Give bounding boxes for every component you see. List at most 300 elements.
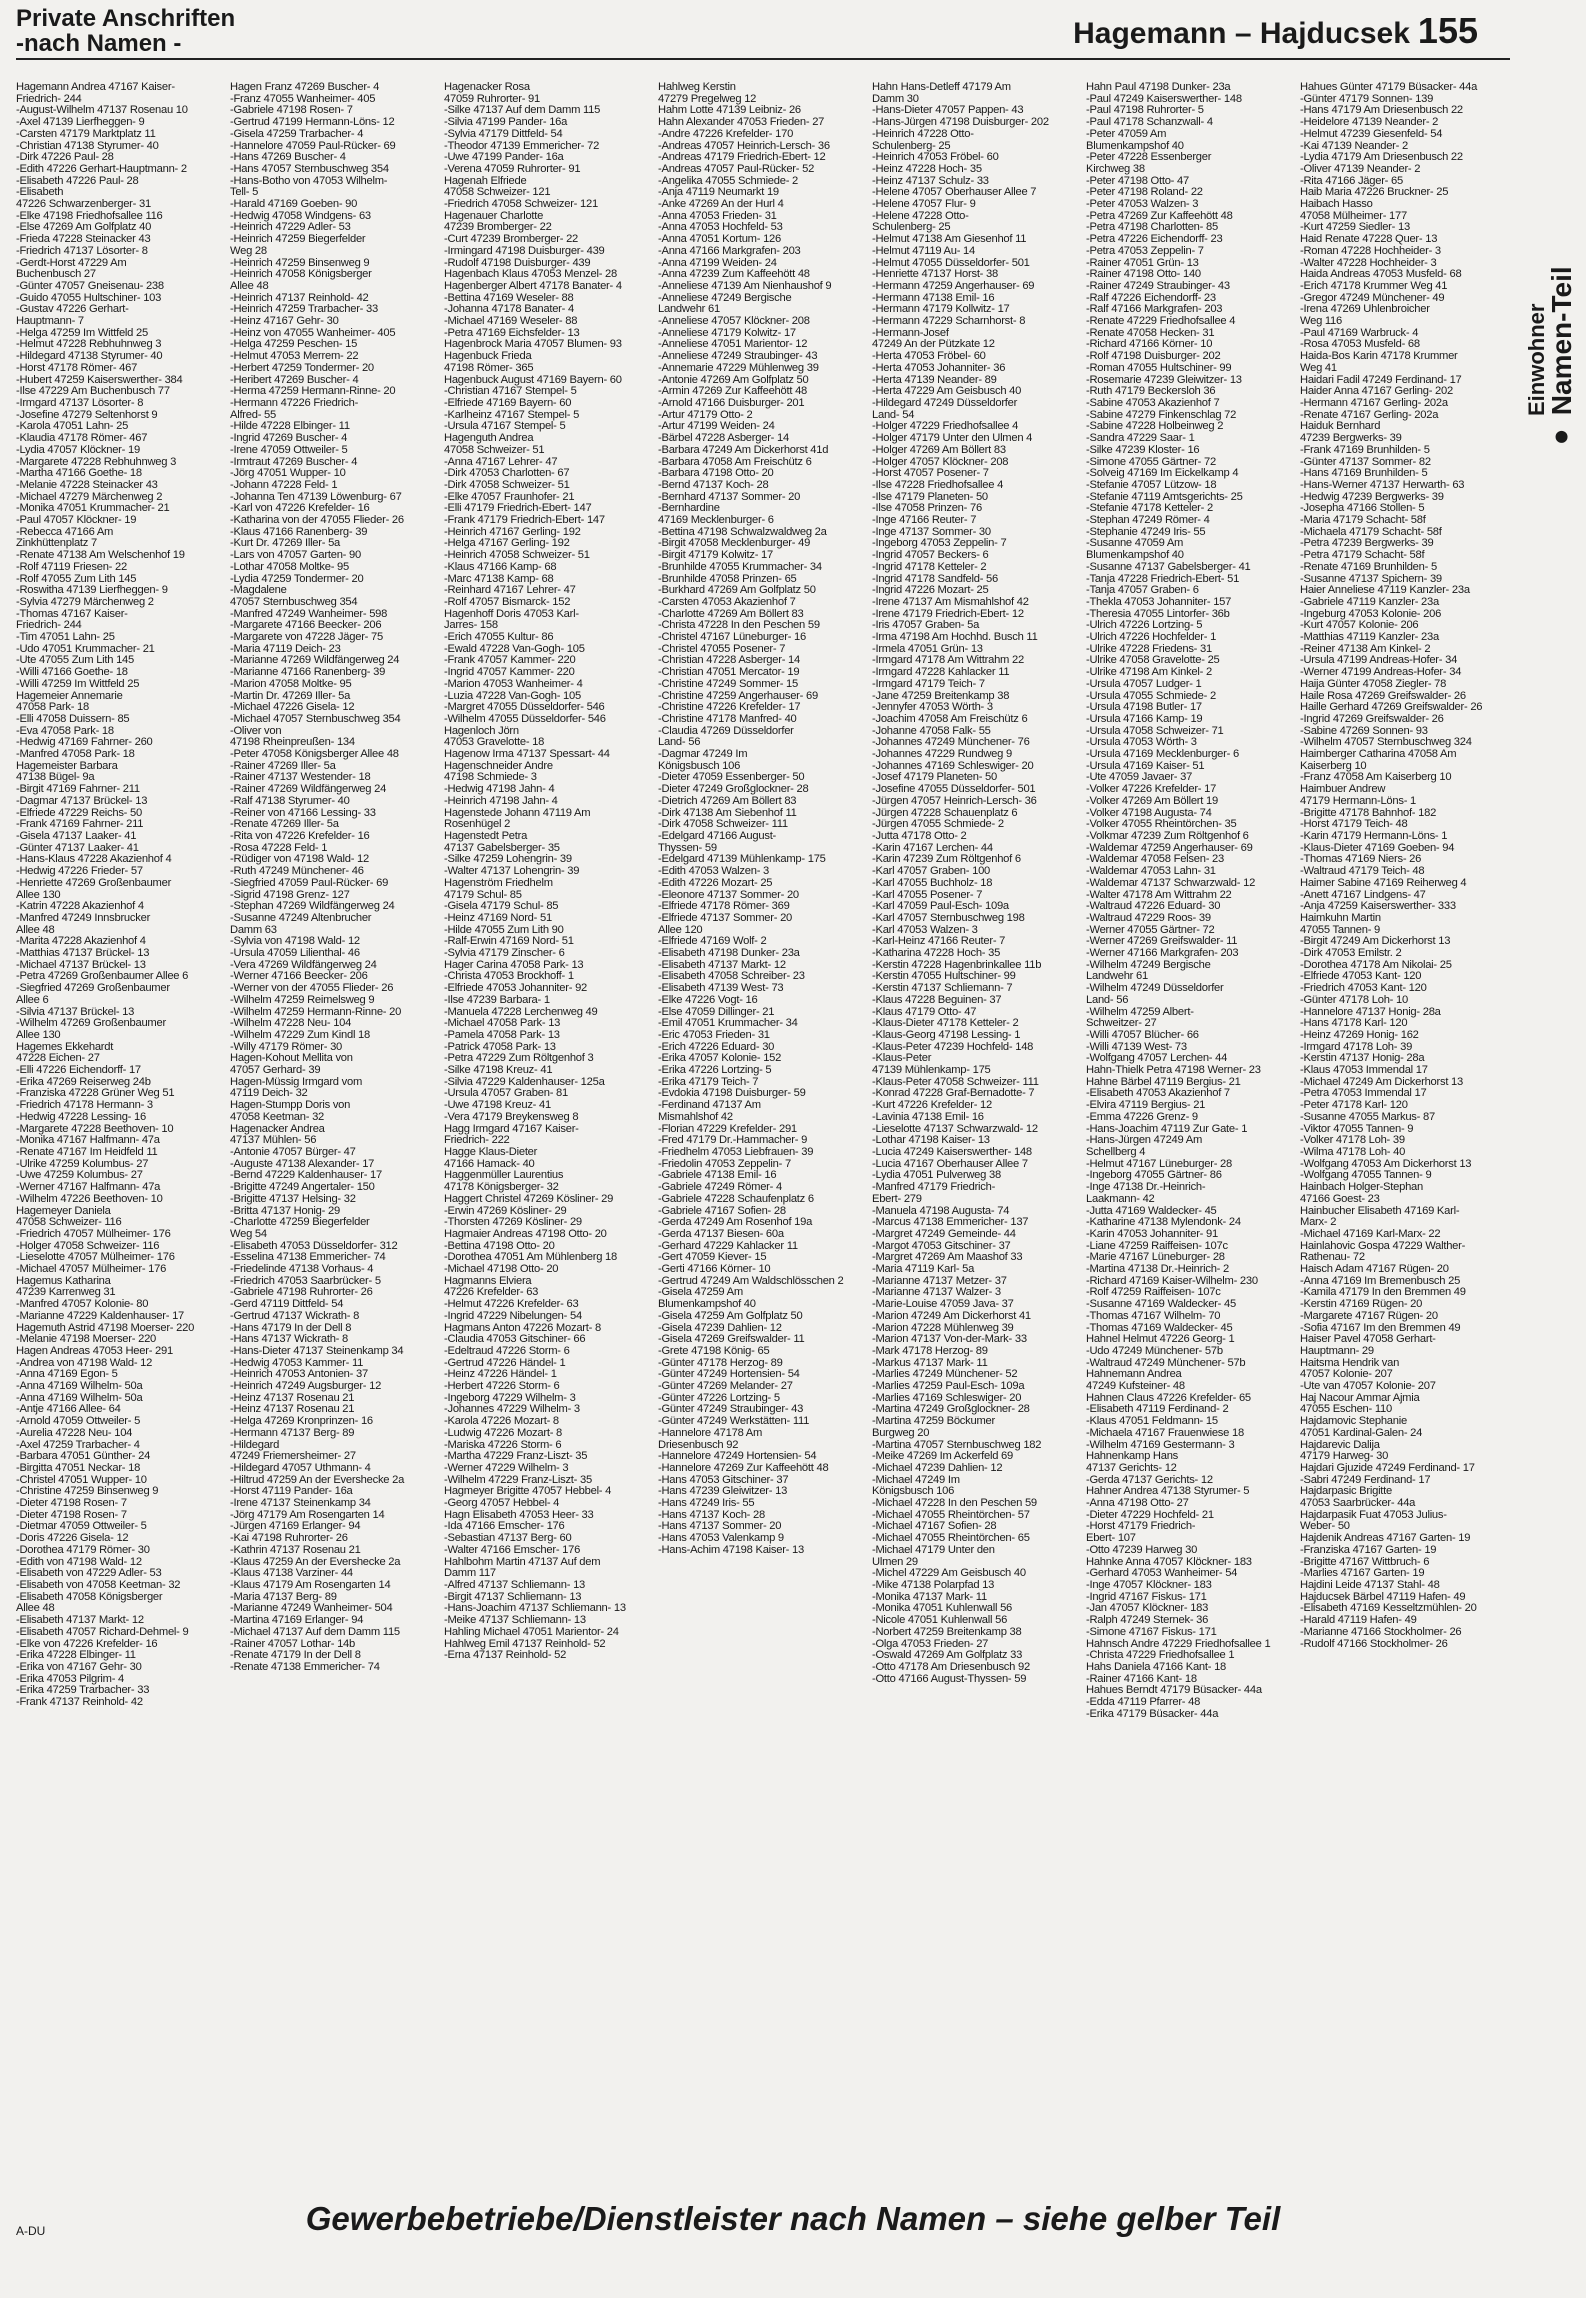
directory-entry: -Helene 47057 Oberhauser Allee 7 <box>872 187 1037 199</box>
directory-entry: -Ursula 47057 Ludger- 1 <box>1086 678 1202 690</box>
directory-entry: -Rainer 47198 Otto- 140 <box>1086 269 1201 281</box>
directory-entry: 47198 Schmiede- 3 <box>444 772 537 784</box>
directory-entry: -Jörg 47179 Am Rosengarten 14 <box>230 1509 385 1521</box>
directory-entry: -Lydia 47259 Tondermer- 20 <box>230 573 364 585</box>
directory-entry: -Matthias 47137 Brückel- 13 <box>16 948 150 960</box>
directory-entry: -Birgit 47169 Fahrner- 211 <box>16 784 140 796</box>
directory-entry: -Ferdinand 47137 Am <box>658 1100 761 1112</box>
directory-entry: -Waldemar 47053 Lahn- 31 <box>1086 866 1216 878</box>
directory-entry: -Lydia 47057 Klöckner- 19 <box>16 444 140 456</box>
directory-entry: Thyssen- 59 <box>658 842 717 854</box>
directory-entry: -Viktor 47055 Tannen- 9 <box>1300 1123 1414 1135</box>
directory-entry: -Hermann 47229 Scharnhorst- 8 <box>872 316 1026 328</box>
directory-entry: -Anna 47053 Frieden- 31 <box>658 210 777 222</box>
directory-entry: -Marita 47228 Akazienhof 4 <box>16 936 146 948</box>
directory-entry: Hagen Franz 47269 Buscher- 4 <box>230 82 380 93</box>
directory-entry: -Erika 47179 Teich- 7 <box>658 1076 759 1088</box>
directory-entry: -Edith von 47198 Wald- 12 <box>16 1556 142 1568</box>
directory-entry: -Heinz 47137 Rosenau 21 <box>230 1404 355 1416</box>
directory-entry: -Artur 47199 Weiden- 24 <box>658 421 775 433</box>
directory-entry: Allee 6 <box>16 994 49 1006</box>
directory-entry: Landwehr 61 <box>1086 971 1148 983</box>
directory-entry: -Inge 47138 Dr.-Heinrich- <box>1086 1182 1206 1194</box>
directory-entry: -Florian 47229 Krefelder- 291 <box>658 1123 797 1135</box>
directory-entry: -Richard 47166 Körner- 10 <box>1086 339 1213 351</box>
directory-entry: -Friedrich 47178 Hermann- 3 <box>16 1100 153 1112</box>
directory-entry: -Frieda 47228 Steinacker 43 <box>16 234 151 246</box>
directory-entry: -Marlies 47169 Schleswiger- 20 <box>872 1392 1022 1404</box>
directory-entry: -Günter 47249 Hortensien- 54 <box>658 1369 800 1381</box>
directory-entry: -Maria 47119 Karl- 5a <box>872 1264 975 1276</box>
directory-entry: -Peter 47198 Roland- 22 <box>1086 187 1203 199</box>
directory-entry: -Wilhelm 47055 Düsseldorfer- 546 <box>444 713 606 725</box>
directory-entry: -Volker 47178 Loh- 39 <box>1300 1135 1405 1147</box>
directory-entry: -Iris 47057 Graben- 5a <box>872 620 980 632</box>
directory-entry: -Ruth 47179 Beckersloh 36 <box>1086 386 1216 398</box>
directory-entry: -Erna 47137 Reinhold- 52 <box>444 1650 567 1662</box>
directory-entry: -Gertrud 47199 Hermann-Löns- 12 <box>230 117 395 129</box>
directory-entry: -Hans-Werner 47137 Herwarth- 63 <box>1300 479 1465 491</box>
directory-entry: 47169 Mecklenburger- 6 <box>658 515 774 527</box>
directory-entry: -Klaus-Peter 47239 Hochfeld- 148 <box>872 1041 1034 1053</box>
directory-entry: -Lieselotte 47057 Mülheimer- 176 <box>16 1252 175 1264</box>
directory-entry: Hagenschneider Andre <box>444 760 553 772</box>
directory-entry: -Maria 47179 Schacht- 58f <box>1300 515 1426 527</box>
directory-entry: Alfred- 55 <box>230 409 277 421</box>
directory-entry: -Ingrid 47167 Fiskus- 171 <box>1086 1591 1207 1603</box>
directory-entry: -Heidelore 47139 Neander- 2 <box>1300 117 1439 129</box>
directory-entry: -Kathrin 47137 Rosenau 21 <box>230 1544 361 1556</box>
directory-entry: Hahne Bärbel 47119 Bergius- 21 <box>1086 1076 1241 1088</box>
directory-entry: -Patrick 47058 Park- 13 <box>444 1041 556 1053</box>
directory-entry: -Siegfried 47269 Großenbaumer <box>16 983 170 995</box>
directory-entry: -Antonie 47057 Bürger- 47 <box>230 1146 356 1158</box>
directory-entry: -Johann 47228 Feld- 1 <box>230 479 338 491</box>
directory-column <box>1086 82 1294 2122</box>
directory-entry: -Margarete 47166 Beecker- 206 <box>230 620 382 632</box>
directory-entry: -Thomas 47167 Wilhelm- 70 <box>1086 1310 1221 1322</box>
directory-entry: -Hedwig 47239 Bergwerks- 39 <box>1300 491 1444 503</box>
directory-entry: Hahlweg Kerstin <box>658 82 736 93</box>
directory-entry: -Richard 47169 Kaiser-Wilhelm- 230 <box>1086 1275 1258 1287</box>
directory-entry: -Thomas 47167 Kaiser- <box>16 608 128 620</box>
directory-entry: -Werner 47229 Wilhelm- 3 <box>444 1462 569 1474</box>
directory-entry: -Josepha 47166 Stollen- 5 <box>1300 503 1425 515</box>
directory-entry: Hajdarevic Dalija <box>1300 1439 1380 1451</box>
directory-entry: -Wolfgang 47055 Tannen- 9 <box>1300 1170 1432 1182</box>
directory-entry: -Dirk 47058 Schweizer- 111 <box>658 819 788 831</box>
directory-entry: Hagenacker Rosa <box>444 82 530 93</box>
directory-entry: Hajdari Gjuzide 47249 Ferdinand- 17 <box>1300 1462 1475 1474</box>
directory-entry: -Lothar 47058 Moltke- 95 <box>230 561 350 573</box>
directory-entry: -Susanne 47137 Spichern- 39 <box>1300 573 1442 585</box>
directory-entry: -Werner 47166 Markgrafen- 203 <box>1086 948 1239 960</box>
directory-entry: -Peter 47058 Königsberger Allee 48 <box>230 749 399 761</box>
directory-entry: -Renate 47179 In der Dell 8 <box>230 1650 361 1662</box>
directory-entry: -Manuela 47228 Lerchenweg 49 <box>444 1006 598 1018</box>
directory-entry: -Karl 47057 Sternbuschweg 198 <box>872 912 1025 924</box>
directory-entry: -Margarete 47228 Beethoven- 10 <box>16 1123 174 1135</box>
directory-entry: -Volkmar 47239 Zum Röltgenhof 6 <box>1086 831 1249 842</box>
directory-entry: -Sabri 47249 Ferdinand- 17 <box>1300 1474 1431 1486</box>
directory-entry: -Hermann 47167 Gerling- 202a <box>1300 397 1448 409</box>
directory-entry: -Waltraud 47249 Münchener- 57b <box>1086 1357 1246 1369</box>
directory-entry: -Siegfried 47059 Paul-Rücker- 69 <box>230 877 389 889</box>
directory-entry: -Susanne 47169 Waldecker- 45 <box>1086 1299 1236 1311</box>
directory-entry: -Hilde 47055 Zum Lith 90 <box>444 924 564 936</box>
directory-entry: 47058 Park- 18 <box>16 702 89 714</box>
directory-entry: -Irmgard 47178 Loh- 39 <box>1300 1041 1413 1053</box>
directory-entry: Kirchweg 38 <box>1086 163 1145 175</box>
directory-entry: -Udo 47051 Krummacher- 21 <box>16 643 155 655</box>
directory-entry: -Dirk 47053 Charlotten- 67 <box>444 468 570 480</box>
directory-entry: -Klaus-Peter 47058 Schweizer- 111 <box>872 1076 1039 1088</box>
directory-entry: -Arnold 47166 Duisburger- 201 <box>658 397 805 409</box>
directory-entry: -Erwin 47269 Kösliner- 29 <box>444 1205 567 1217</box>
directory-entry: -Katrin 47228 Akazienhof 4 <box>16 901 144 913</box>
directory-entry: -Hildegard 47249 Düsseldorfer <box>872 397 1018 409</box>
directory-entry: -Heinrich 47058 Schweizer- 51 <box>444 550 590 562</box>
directory-entry: Haib Maria 47226 Bruckner- 25 <box>1300 187 1449 199</box>
directory-entry: Haimer Sabine 47169 Reiherweg 4 <box>1300 877 1467 889</box>
directory-entry: 47137 Gerichts- 12 <box>1086 1462 1177 1474</box>
directory-entry: -Irmgard 47137 Lösorter- 8 <box>16 397 144 409</box>
directory-entry: -Birgit 47179 Kolwitz- 17 <box>658 550 774 562</box>
directory-entry: Friedrich- 222 <box>444 1135 510 1147</box>
directory-entry: -Gabriele 47138 Emil- 16 <box>658 1170 777 1182</box>
directory-entry: -Birgitta 47051 Neckar- 18 <box>16 1462 141 1474</box>
directory-entry: -Helmut 47119 Au- 14 <box>872 245 976 257</box>
directory-entry: -Susanne 47059 Am <box>1086 538 1184 550</box>
directory-entry: -Rolf 47055 Zum Lith 145 <box>16 573 137 585</box>
directory-entry: -Rolf 47119 Friesen- 22 <box>16 561 127 573</box>
directory-entry: -Jürgen 47169 Erlanger- 94 <box>230 1521 361 1533</box>
directory-entry: -Marion 47137 Von-der-Mark- 33 <box>872 1334 1027 1346</box>
directory-entry: -Elfriede 47053 Johanniter- 92 <box>444 983 588 995</box>
directory-entry: -Elfriede 47169 Bayern- 60 <box>444 397 572 409</box>
directory-entry: -Marianne 47229 Kaldenhauser- 17 <box>16 1310 185 1322</box>
directory-entry: -Thomas 47169 Waldecker- 45 <box>1086 1322 1233 1334</box>
directory-entry: -Gabriele 47167 Sofien- 28 <box>658 1205 786 1217</box>
directory-entry: -Dorothea 47051 Am Mühlenberg 18 <box>444 1252 617 1264</box>
directory-entry: Hahn-Thielk Petra 47198 Werner- 23 <box>1086 1065 1261 1077</box>
directory-entry: Hagemeyer Daniela <box>16 1205 111 1217</box>
directory-entry: -Ludwig 47226 Mozart- 8 <box>444 1427 563 1439</box>
directory-entry: -Erika 47228 Elbinger- 11 <box>16 1650 136 1662</box>
directory-entry: -Michaela 47167 Frauenwiese 18 <box>1086 1427 1244 1439</box>
directory-entry: -Petra 47053 Zeppelin- 7 <box>1086 245 1204 257</box>
directory-entry: -Pamela 47058 Park- 13 <box>444 1029 560 1041</box>
directory-entry: Friedrich- 244 <box>16 93 82 105</box>
directory-entry: 47249 An der Pützkate 12 <box>872 339 995 351</box>
directory-entry: -Ursula 47166 Kamp- 19 <box>1086 713 1203 725</box>
directory-entry: -Elke 47226 Vogt- 16 <box>658 994 758 1006</box>
directory-entry: -Wilhelm 47259 Hermann-Rinne- 20 <box>230 1006 402 1018</box>
directory-entry: -Edith 47226 Mozart- 25 <box>658 877 773 889</box>
directory-entry: -Auguste 47138 Alexander- 17 <box>230 1158 375 1170</box>
directory-entry: Burgweg 20 <box>872 1427 930 1439</box>
directory-entry: -Elli 47058 Duissern- 85 <box>16 713 130 725</box>
directory-entry: -Gisela 47259 Am <box>658 1287 743 1299</box>
directory-entry: Weg 41 <box>1300 362 1337 374</box>
directory-entry: -Michael 47279 Märchenweg 2 <box>16 491 163 503</box>
directory-entry: -Margarete 47228 Rebhuhnweg 3 <box>16 456 177 468</box>
directory-entry: -Elfriede 47169 Wolf- 2 <box>658 936 767 948</box>
directory-entry: -Heinz 47228 Hoch- 35 <box>872 163 982 175</box>
directory-entry: -Michael 47228 In den Peschen 59 <box>872 1498 1037 1510</box>
directory-entry: -Dietrich 47269 Am Böllert 83 <box>658 795 797 807</box>
directory-entry: -Klaus 47053 Immendal 17 <box>1300 1065 1428 1077</box>
directory-entry: -Melanie 47228 Steinacker 43 <box>16 479 158 491</box>
directory-entry: -Angelika 47055 Schmiede- 2 <box>658 175 799 187</box>
directory-entry: -Klaus 47051 Feldmann- 15 <box>1086 1416 1218 1428</box>
directory-entry: -Marianne 47269 Wildfängerweg 24 <box>230 655 400 667</box>
directory-entry: Zinkhüttenplatz 7 <box>16 538 97 550</box>
directory-entry: -Volker 47269 Am Böllert 19 <box>1086 795 1218 807</box>
directory-entry: -Holger 47269 Am Böllert 83 <box>872 444 1006 456</box>
name-range-title: Hagemann – Hajducsek <box>1073 17 1410 50</box>
directory-entry: Haiser Pavel 47058 Gerhart- <box>1300 1334 1436 1346</box>
directory-entry: -Lydia 47051 Pulverweg 38 <box>872 1170 1001 1182</box>
header-line-1: Private Anschriften <box>16 5 236 32</box>
directory-entry: -Peter 47059 Am <box>1086 128 1167 140</box>
directory-entry: -Jürgen 47228 Schauenplatz 6 <box>872 807 1018 819</box>
directory-entry: -Ingeborg 47053 Zeppelin- 7 <box>872 538 1007 550</box>
directory-entry: 47058 Schweizer- 51 <box>444 444 545 456</box>
directory-entry: -Helmut 47239 Giesenfeld- 54 <box>1300 128 1443 140</box>
directory-entry: -Hannelore 47178 Am <box>658 1427 763 1439</box>
directory-entry: -Paul 47249 Kaiserswerther- 148 <box>1086 93 1242 105</box>
directory-entry: -Paul 47198 Ruhrorter- 5 <box>1086 105 1204 117</box>
directory-entry: -Walter 47137 Lohengrin- 39 <box>444 866 580 878</box>
directory-entry: -Elisabeth 47057 Richard-Dehmel- 9 <box>16 1626 189 1638</box>
directory-entry: -Wilhelm 47259 Albert- <box>1086 1006 1194 1018</box>
directory-entry: -Karl von 47226 Krefelder- 16 <box>230 503 370 515</box>
directory-entry: -Karin 47239 Zum Röltgenhof 6 <box>872 854 1021 866</box>
directory-entry: -Grete 47198 König- 65 <box>658 1345 770 1357</box>
directory-entry: -Edda 47119 Pfarrer- 48 <box>1086 1697 1201 1709</box>
directory-entry: -Ulrike 47058 Gravelotte- 25 <box>1086 655 1220 667</box>
directory-entry: Hagenstedt Petra <box>444 831 528 842</box>
directory-entry: -Christine 47226 Krefelder- 17 <box>658 702 801 714</box>
directory-entry: -Ingrid 47226 Mozart- 25 <box>872 585 989 597</box>
directory-entry: Allee 48 <box>16 924 55 936</box>
directory-entry: -Christel 47167 Lüneburger- 16 <box>658 632 806 644</box>
directory-entry: Friedrich- 244 <box>16 620 82 632</box>
directory-entry: -Britta 47137 Honig- 29 <box>230 1205 340 1217</box>
directory-entry: -Franziska 47228 Grüner Weg 51 <box>16 1088 175 1100</box>
directory-entry: -Emil 47051 Krummacher- 34 <box>658 1018 798 1030</box>
directory-entry: -Jutta 47169 Waldecker- 45 <box>1086 1205 1217 1217</box>
directory-entry: Tell- 5 <box>230 187 259 199</box>
directory-entry: 47138 Bügel- 9a <box>16 772 95 784</box>
directory-entry: Haija Günter 47058 Ziegler- 78 <box>1300 678 1447 690</box>
header-rule <box>16 58 1510 60</box>
directory-entry: -Friedrich 47053 Kant- 120 <box>1300 983 1427 995</box>
directory-entry: -Andre 47226 Krefelder- 170 <box>658 128 794 140</box>
directory-entry: -Jürgen 47057 Heinrich-Lersch- 36 <box>872 795 1037 807</box>
directory-entry: -Anna 47167 Lehrer- 47 <box>444 456 558 468</box>
directory-entry: -Ingeborg 47229 Wilhelm- 3 <box>444 1392 576 1404</box>
directory-entry: Allee 48 <box>16 1603 55 1615</box>
directory-entry: -Christian 47167 Stempel- 5 <box>444 386 577 398</box>
directory-entry: -Hilde 47228 Elbinger- 11 <box>230 421 350 433</box>
directory-entry: -Bettina 47169 Weseler- 88 <box>444 292 574 304</box>
directory-entry: -Hiltrud 47259 An der Evershecke 2a <box>230 1474 405 1486</box>
directory-entry: -Gerd 47119 Dittfeld- 54 <box>230 1299 344 1311</box>
directory-entry: Schulenberg- 25 <box>872 222 951 234</box>
directory-entry: -Irmgard 47178 Am Wittrahm 22 <box>872 655 1024 667</box>
directory-entry: -Heinz 47269 Honig- 162 <box>1300 1029 1419 1041</box>
directory-entry: -Edith 47053 Walzen- 3 <box>658 866 769 878</box>
directory-entry: Hagemeier Annemarie <box>16 690 123 702</box>
directory-entry: -Elisabeth <box>16 187 64 199</box>
directory-entry: -Friedelinde 47138 Vorhaus- 4 <box>230 1264 374 1276</box>
directory-entry: -Elke 47198 Friedhofsallee 116 <box>16 210 163 222</box>
directory-entry: -Herta 47053 Fröbel- 60 <box>872 351 986 363</box>
directory-entry: -Frank 47169 Fahrner- 211 <box>16 819 144 831</box>
directory-entry: Rathenau- 72 <box>1300 1252 1365 1264</box>
directory-entry: -Marion 47228 Mühlenweg 39 <box>872 1322 1014 1334</box>
directory-entry: -Irmgard 47179 Teich- 7 <box>872 678 985 690</box>
directory-entry: -Charlotte 47259 Biegerfelder <box>230 1217 370 1229</box>
directory-entry: -Inge 47166 Reuter- 7 <box>872 515 977 527</box>
directory-entry: Driesenbusch 92 <box>658 1439 739 1451</box>
directory-entry: -Olga 47053 Frieden- 27 <box>872 1638 989 1650</box>
directory-entry: -Andreas 47057 Heinrich-Lersch- 36 <box>658 140 830 152</box>
directory-entry: Buchenbusch 27 <box>16 269 96 281</box>
directory-entry: -Heinrich 47167 Gerling- 192 <box>444 526 581 538</box>
directory-entry: Haida Andreas 47053 Musfeld- 68 <box>1300 269 1462 281</box>
directory-entry: -Sigrid 47198 Grenz- 127 <box>230 889 350 901</box>
directory-entry: -Sylvia von 47198 Wald- 12 <box>230 936 360 948</box>
directory-entry: -Werner 47199 Andreas-Hofer- 34 <box>1300 667 1462 679</box>
directory-entry: -Marc 47138 Kamp- 68 <box>444 573 554 585</box>
directory-entry: -Hermann-Josef <box>872 327 949 339</box>
directory-entry: -Marlies 47259 Paul-Esch- 109a <box>872 1381 1025 1393</box>
directory-entry: -Otto 47178 Am Driesenbusch 92 <box>872 1661 1030 1673</box>
directory-entry: -Anneliese 47057 Klöckner- 208 <box>658 316 810 328</box>
directory-entry: -Birgit 47249 Am Dickerhorst 13 <box>1300 936 1451 948</box>
directory-entry: -Christel 47055 Posener- 7 <box>658 643 786 655</box>
directory-entry: -Hans 47239 Gleiwitzer- 13 <box>658 1486 788 1498</box>
directory-entry: -Monika 47137 Mark- 11 <box>872 1591 987 1603</box>
directory-entry: Allee 130 <box>16 889 61 901</box>
directory-entry: Ebert- 107 <box>1086 1533 1136 1545</box>
directory-entry: Haiduk Bernhard <box>1300 421 1381 433</box>
directory-entry: -Anneliese 47249 Bergische <box>658 292 792 304</box>
directory-entry: -Klaus-Dieter 47169 Goeben- 94 <box>1300 842 1455 854</box>
directory-entry: -Anneliese 47179 Kolwitz- 17 <box>658 327 796 339</box>
directory-entry: -Anett 47167 Lindgens- 47 <box>1300 889 1426 901</box>
directory-entry: -Bettina 47198 Schwalzwaldweg 2a <box>658 526 827 538</box>
directory-entry: Ulmen 29 <box>872 1556 918 1568</box>
directory-entry: -Waldemar 47137 Schwarzwald- 12 <box>1086 877 1256 889</box>
directory-entry: 47239 Karrenweg 31 <box>16 1287 116 1299</box>
directory-entry: -Günter 47178 Loh- 10 <box>1300 994 1408 1006</box>
directory-entry: -Helga 47167 Gerling- 192 <box>444 538 570 550</box>
directory-entry: -Rolf 47259 Raiffeisen- 107c <box>1086 1287 1221 1299</box>
directory-entry: Landwehr 61 <box>658 304 720 316</box>
directory-entry: -Brigitte 47178 Bahnhof- 182 <box>1300 807 1437 819</box>
directory-entry: -Claudia 47053 Gitschiner- 66 <box>444 1334 586 1346</box>
directory-entry: -Elisabeth 47137 Markt- 12 <box>16 1615 144 1627</box>
directory-entry: -Günter 47269 Melander- 27 <box>658 1381 793 1393</box>
directory-entry: -Werner von der 47055 Flieder- 26 <box>230 983 394 995</box>
directory-entry: -Holger 47057 Klöckner- 208 <box>872 456 1009 468</box>
directory-entry: Hagge Klaus-Dieter <box>444 1146 538 1158</box>
directory-entry: Hagen-Müssig Irmgard vom <box>230 1076 363 1088</box>
directory-entry: -Ingrid 47057 Beckers- 6 <box>872 550 989 562</box>
directory-entry: -Mike 47138 Polarpfad 13 <box>872 1580 995 1591</box>
directory-entry: -Ursula 47058 Schweizer- 71 <box>1086 725 1224 737</box>
directory-entry: -Peter 47178 Karl- 120 <box>1300 1100 1408 1112</box>
directory-entry: -Gabriele 47119 Kanzler- 23a <box>1300 596 1439 608</box>
directory-entry: -Günter 47137 Sommer- 82 <box>1300 456 1431 468</box>
directory-entry: Hagemann Andrea 47167 Kaiser- <box>16 82 175 93</box>
directory-entry: -Kai 47139 Neander- 2 <box>1300 140 1408 152</box>
directory-entry: -Martin Dr. 47269 Iller- 5a <box>230 690 351 702</box>
directory-entry: -Lydia 47179 Am Driesenbusch 22 <box>1300 152 1463 164</box>
directory-entry: -Marianne 47166 Ranenberg- 39 <box>230 667 386 679</box>
directory-entry: -Rudolf 47198 Duisburger- 439 <box>444 257 591 269</box>
directory-entry: 47055 Tannen- 9 <box>1300 924 1381 936</box>
directory-entry: -Holger 47229 Friedhofsallee 4 <box>872 421 1019 433</box>
directory-entry: -Jan 47057 Klöckner- 183 <box>1086 1603 1209 1615</box>
directory-entry: -Karlheinz 47167 Stempel- 5 <box>444 409 580 421</box>
directory-entry: Hagenow Irma 47137 Spessart- 44 <box>444 749 610 761</box>
directory-entry: Hauptmann- 29 <box>1300 1345 1374 1357</box>
directory-entry: -Kurt Dr. 47269 Iller- 5a <box>230 538 341 550</box>
directory-entry: -Klaus-Peter <box>872 1053 932 1065</box>
directory-entry: -Gertrud 47226 Händel- 1 <box>444 1357 566 1369</box>
directory-entry: -Emma 47226 Grenz- 9 <box>1086 1111 1198 1123</box>
directory-entry: 47179 Harweg- 30 <box>1300 1451 1389 1463</box>
directory-entry: -Lars von 47057 Garten- 90 <box>230 550 361 562</box>
directory-entry: -Ulrike 47259 Kolumbus- 27 <box>16 1158 149 1170</box>
directory-entry: Hahner Andrea 47138 Styrumer- 5 <box>1086 1486 1250 1498</box>
directory-entry: -Herta 47229 Am Geisbusch 40 <box>872 386 1022 398</box>
directory-entry: -Melanie 47198 Moerser- 220 <box>16 1334 157 1346</box>
directory-entry: -Marion 47249 Am Dickerhorst 41 <box>872 1310 1031 1322</box>
directory-entry: -Edelgard 47166 August- <box>658 831 777 842</box>
directory-entry: -Stefanie 47057 Lützow- 18 <box>1086 479 1217 491</box>
directory-entry: -Anneliese 47249 Straubinger- 43 <box>658 351 818 363</box>
directory-entry: -Elvira 47119 Bergius- 21 <box>1086 1100 1206 1112</box>
side-tab-label-2: ● Namen-Teil <box>1546 266 1577 454</box>
directory-entry: -Michael 47055 Rheintörchen- 57 <box>872 1509 1030 1521</box>
directory-entry: -Herta 47139 Neander- 89 <box>872 374 997 386</box>
directory-entry: Allee 120 <box>658 924 703 936</box>
directory-entry: -Josefine 47055 Düsseldorfer- 501 <box>872 784 1036 796</box>
directory-entry: -Johanna 47178 Banater- 4 <box>444 304 574 316</box>
directory-entry: -Michael 47167 Sofien- 28 <box>872 1521 997 1533</box>
directory-entry: -Anna 47169 Im Bremenbusch 25 <box>1300 1275 1461 1287</box>
directory-entry: -Ruth 47249 Münchener- 46 <box>230 866 364 878</box>
directory-entry: 47058 Schweizer- 116 <box>16 1217 122 1229</box>
directory-entry: -Gustav 47226 Gerhart- <box>16 304 129 316</box>
directory-entry: 47166 Goest- 23 <box>1300 1193 1380 1205</box>
directory-entry: -Irene 47137 Am Mismahlshof 42 <box>872 596 1029 608</box>
directory-entry: -Gerdt-Horst 47229 Am <box>16 257 127 269</box>
directory-entry: -Elfriede 47178 Römer- 369 <box>658 901 790 913</box>
directory-entry: -Petra 47169 Eichsfelder- 13 <box>444 327 580 339</box>
directory-entry: -Hans-Klaus 47228 Akazienhof 4 <box>16 854 172 866</box>
directory-entry: -Ursula 47057 Graben- 81 <box>444 1088 568 1100</box>
directory-entry: Hagen Andreas 47053 Heer- 291 <box>16 1345 173 1357</box>
directory-entry: -Eleonore 47137 Sommer- 20 <box>658 889 799 901</box>
directory-entry: -Hans 47249 Iris- 55 <box>658 1498 755 1510</box>
